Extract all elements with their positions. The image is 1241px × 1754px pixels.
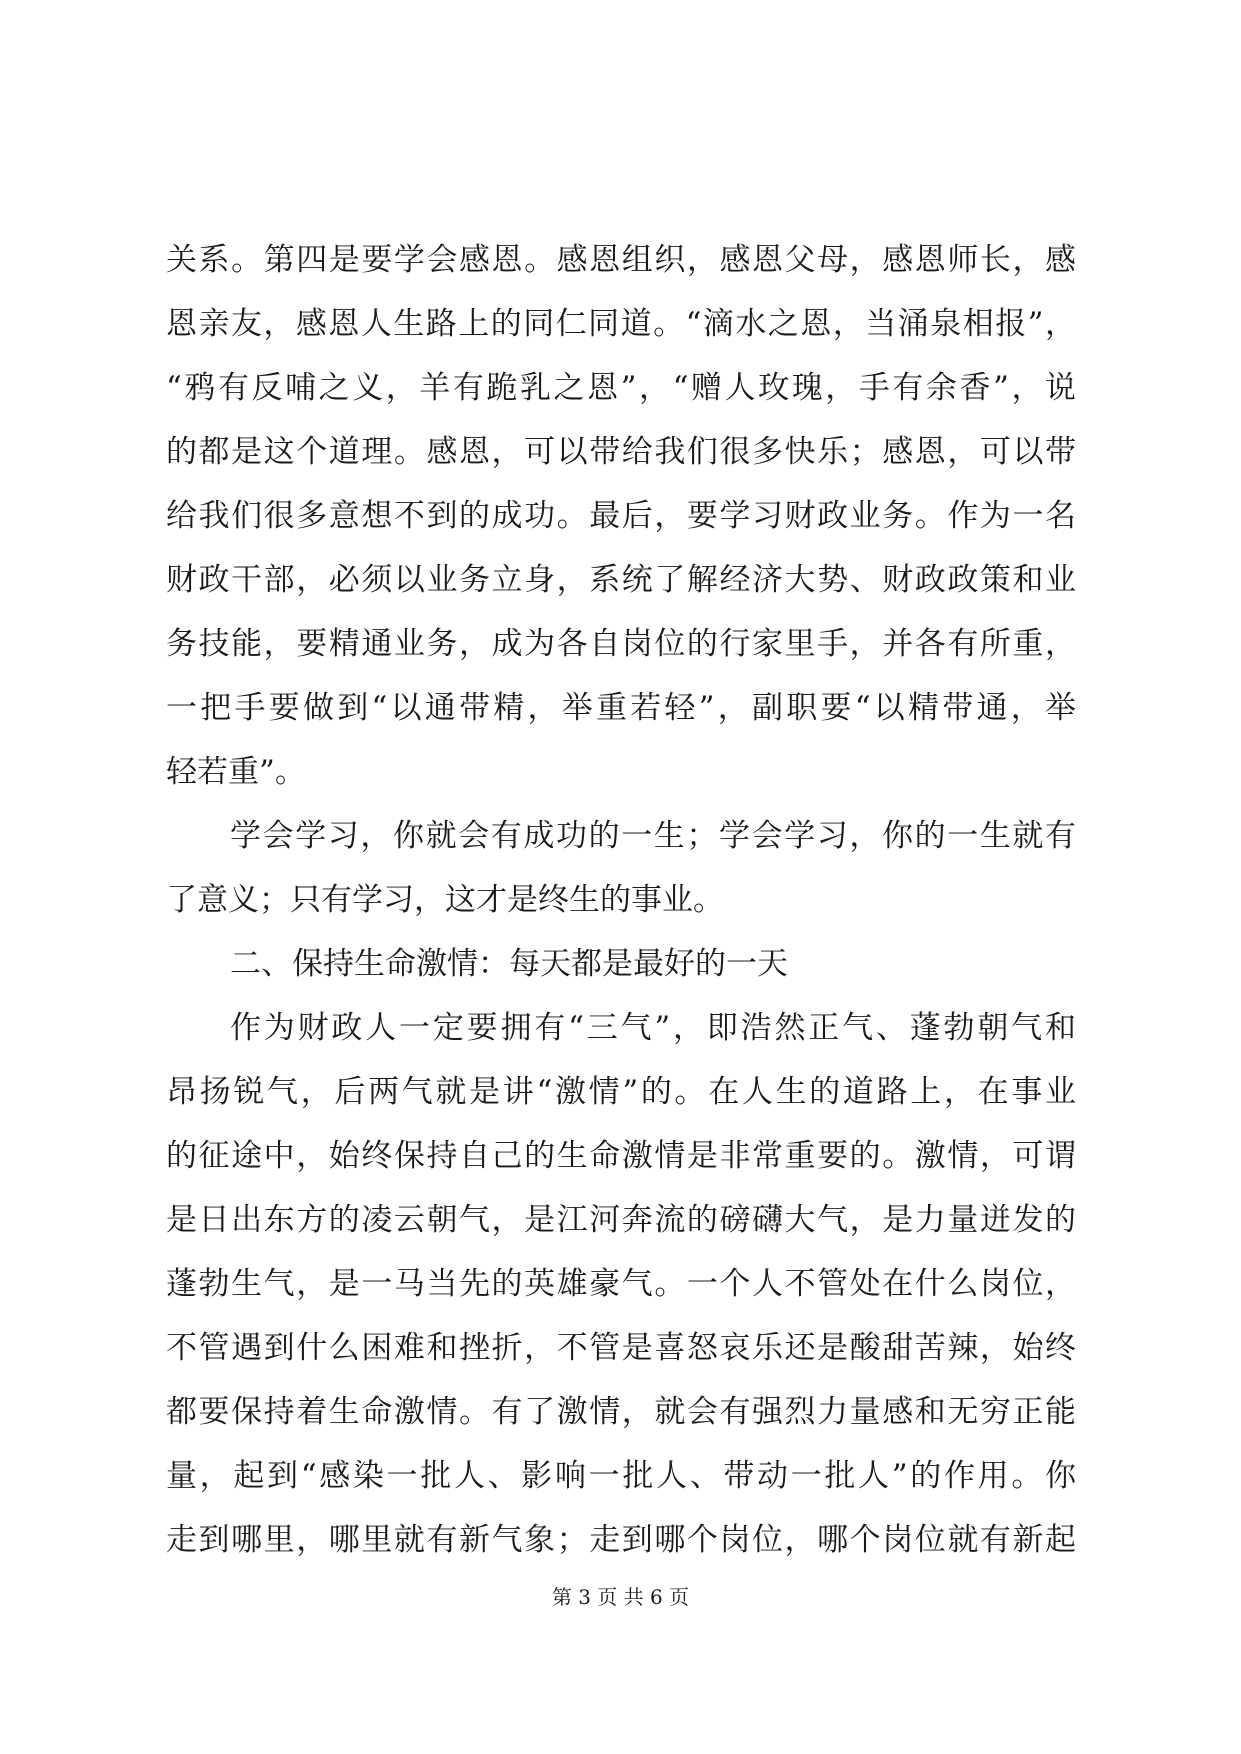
document-body — [166, 228, 1076, 1572]
section-heading: 二、保持生命激情：每天都是最好的一天 — [230, 946, 788, 982]
text-line: 一把手要做到“以通带精，举重若轻”，副职要“以精带通，举 — [166, 690, 1076, 726]
text-line: 了意义；只有学习，这才是终生的事业。 — [166, 882, 724, 918]
text-line: 轻若重”。 — [166, 754, 306, 790]
text-line: 是日出东方的凌云朝气，是江河奔流的磅礴大气，是力量迸发的 — [166, 1202, 1076, 1238]
text-line: 走到哪里，哪里就有新气象；走到哪个岗位，哪个岗位就有新起 — [166, 1522, 1076, 1558]
text-line: 的征途中，始终保持自己的生命激情是非常重要的。激情，可谓 — [166, 1138, 1076, 1174]
text-line: 财政干部，必须以业务立身，系统了解经济大势、财政政策和业 — [166, 562, 1076, 598]
text-line: 务技能，要精通业务，成为各自岗位的行家里手，并各有所重， — [166, 626, 1076, 662]
paragraph-first-line: 作为财政人一定要拥有“三气”，即浩然正气、蓬勃朝气和 — [230, 1010, 1076, 1046]
text-line: 都要保持着生命激情。有了激情，就会有强烈力量感和无穷正能 — [166, 1394, 1076, 1430]
text-line: 不管遇到什么困难和挫折，不管是喜怒哀乐还是酸甜苦辣，始终 — [166, 1330, 1076, 1366]
text-line: “鸦有反哺之义，羊有跪乳之恩”，“赠人玫瑰，手有余香”，说 — [166, 370, 1076, 406]
text-line: 昂扬锐气，后两气就是讲“激情”的。在人生的道路上，在事业 — [166, 1074, 1076, 1110]
text-line: 的都是这个道理。感恩，可以带给我们很多快乐；感恩，可以带 — [166, 434, 1076, 470]
text-line: 给我们很多意想不到的成功。最后，要学习财政业务。作为一名 — [166, 498, 1076, 534]
paragraph-first-line: 学会学习，你就会有成功的一生；学会学习，你的一生就有 — [230, 818, 1076, 854]
text-line: 恩亲友，感恩人生路上的同仁同道。“滴水之恩，当涌泉相报”， — [166, 306, 1076, 342]
text-line: 蓬勃生气，是一马当先的英雄豪气。一个人不管处在什么岗位， — [166, 1266, 1076, 1302]
page-number-footer: 第 3 页 共 6 页 — [551, 1585, 690, 1609]
text-line: 量，起到“感染一批人、影响一批人、带动一批人”的作用。你 — [166, 1458, 1076, 1494]
text-line: 关系。第四是要学会感恩。感恩组织，感恩父母，感恩师长，感 — [166, 242, 1076, 278]
